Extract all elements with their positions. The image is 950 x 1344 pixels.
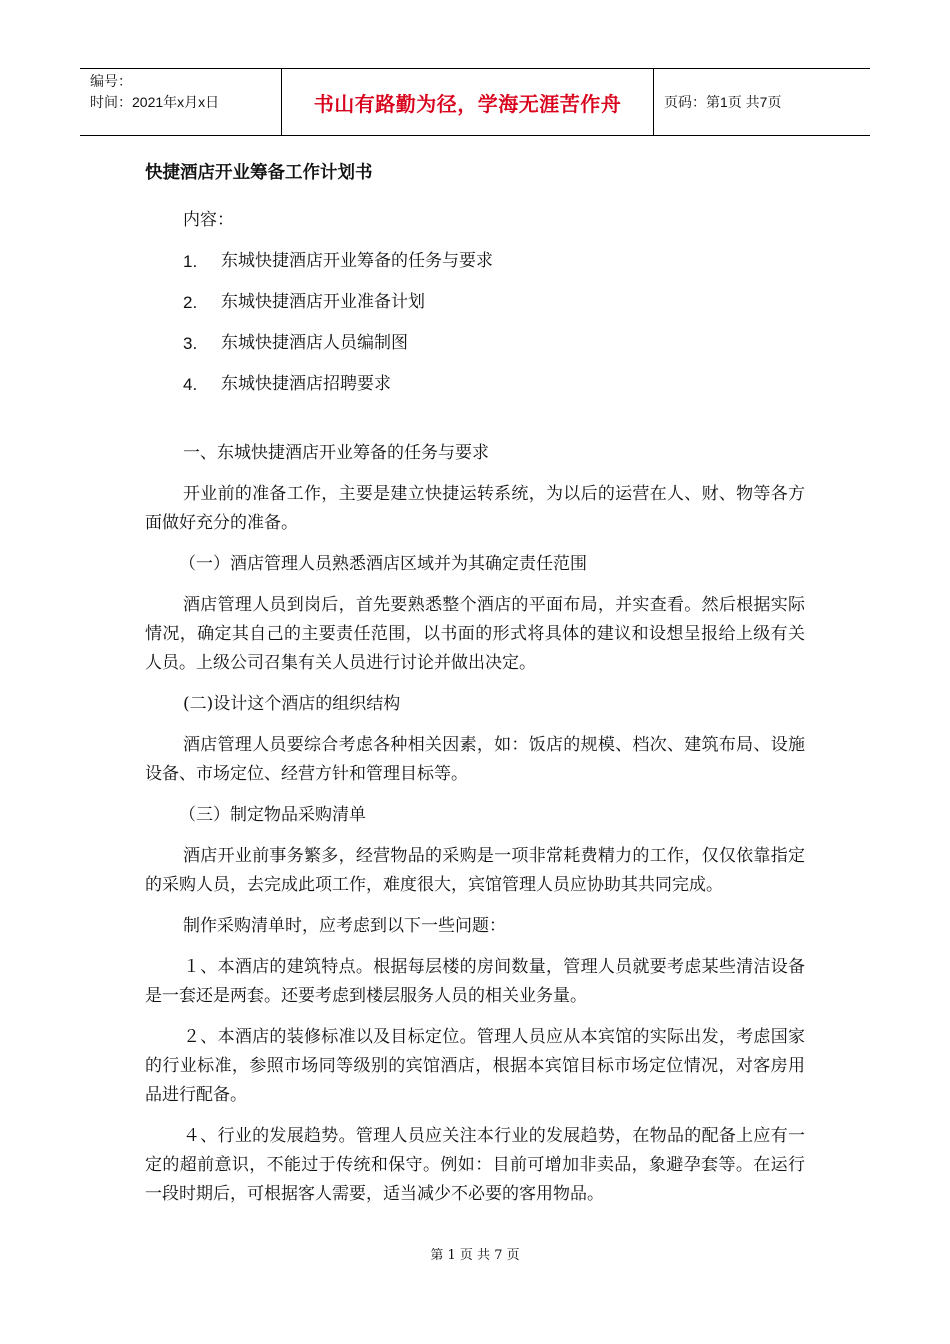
header-meta [80, 69, 282, 135]
toc-item-text: 东城快捷酒店开业筹备的任务与要求 [221, 251, 493, 271]
toc-item-text: 东城快捷酒店招聘要求 [221, 374, 391, 394]
document-date: 时间：2021年x月x日 [90, 94, 220, 110]
toc-item-text: 东城快捷酒店人员编制图 [221, 333, 408, 353]
section-intro-paragraph: 开业前的准备工作，主要是建立快捷运转系统，为以后的运营在人、财、物等各方面做好充分的准备。 [145, 484, 805, 533]
toc-item-text: 东城快捷酒店开业准备计划 [221, 292, 425, 312]
toc-item [183, 288, 805, 317]
toc-item-number: 4. [183, 375, 198, 394]
toc-item [183, 329, 805, 358]
list-item-2: ２、本酒店的装修标准以及目标定位。管理人员应从本宾馆的实际出发，考虑国家的行业标准，参照市场同等级别的宾馆酒店，根据本宾馆目标市场定位情况，对客房用品进行配备。 [145, 1027, 805, 1105]
header-motto: 书山有路勤为径，学海无涯苦作舟 [282, 69, 654, 135]
section-heading: 一、东城快捷酒店开业筹备的任务与要求 [183, 443, 489, 463]
subsection-paragraph-1: 酒店管理人员到岗后，首先要熟悉整个酒店的平面布局，并实查看。然后根据实际情况，确定其自己的主要责任范围，以书面的形式将具体的建议和设想呈报给上级有关人员。上级公司召集有关人员进行讨论并做出决定。 [145, 595, 805, 673]
subsection-paragraph-3: 酒店开业前事务繁多，经营物品的采购是一项非常耗费精力的工作，仅仅依靠指定的采购人员，去完成此项工作，难度很大，宾馆管理人员应协助其共同完成。 [145, 846, 805, 895]
toc-item-number: 2. [183, 293, 198, 312]
subsection-heading-3: （三）制定物品采购清单 [179, 805, 366, 825]
toc-item [183, 247, 805, 276]
section-spacer [145, 411, 805, 439]
toc-item [183, 370, 805, 399]
subsection-heading-2: (二)设计这个酒店的组织结构 [183, 694, 401, 714]
document-body [145, 158, 805, 1221]
toc-label: 内容： [183, 210, 234, 230]
page-header [80, 68, 870, 136]
subsection-heading-1: （一）酒店管理人员熟悉酒店区域并为其确定责任范围 [179, 554, 587, 574]
document-title: 快捷酒店开业筹备工作计划书 [145, 163, 373, 183]
subsection-lead-3: 制作采购清单时，应考虑到以下一些问题： [183, 916, 506, 936]
list-item-4: ４、行业的发展趋势。管理人员应关注本行业的发展趋势，在物品的配备上应有一定的超前意识，不能过于传统和保守。例如：目前可增加非卖品，象避孕套等。在运行一段时期后，可根据客人需要，适当减少不必要的客用物品。 [145, 1126, 805, 1204]
page-footer: 第 1 页 共 7 页 [430, 1248, 520, 1263]
toc-item-number: 1. [183, 252, 198, 271]
toc-item-number: 3. [183, 334, 198, 353]
document-number-label: 编号： [90, 73, 132, 89]
subsection-paragraph-2: 酒店管理人员要综合考虑各种相关因素，如：饭店的规模、档次、建筑布局、设施设备、市场定位、经营方针和管理目标等。 [145, 735, 805, 784]
list-item-1: １、本酒店的建筑特点。根据每层楼的房间数量，管理人员就要考虑某些清洁设备是一套还是两套。还要考虑到楼层服务人员的相关业务量。 [145, 957, 805, 1006]
header-page-info: 页码：第1页 共7页 [664, 94, 782, 110]
